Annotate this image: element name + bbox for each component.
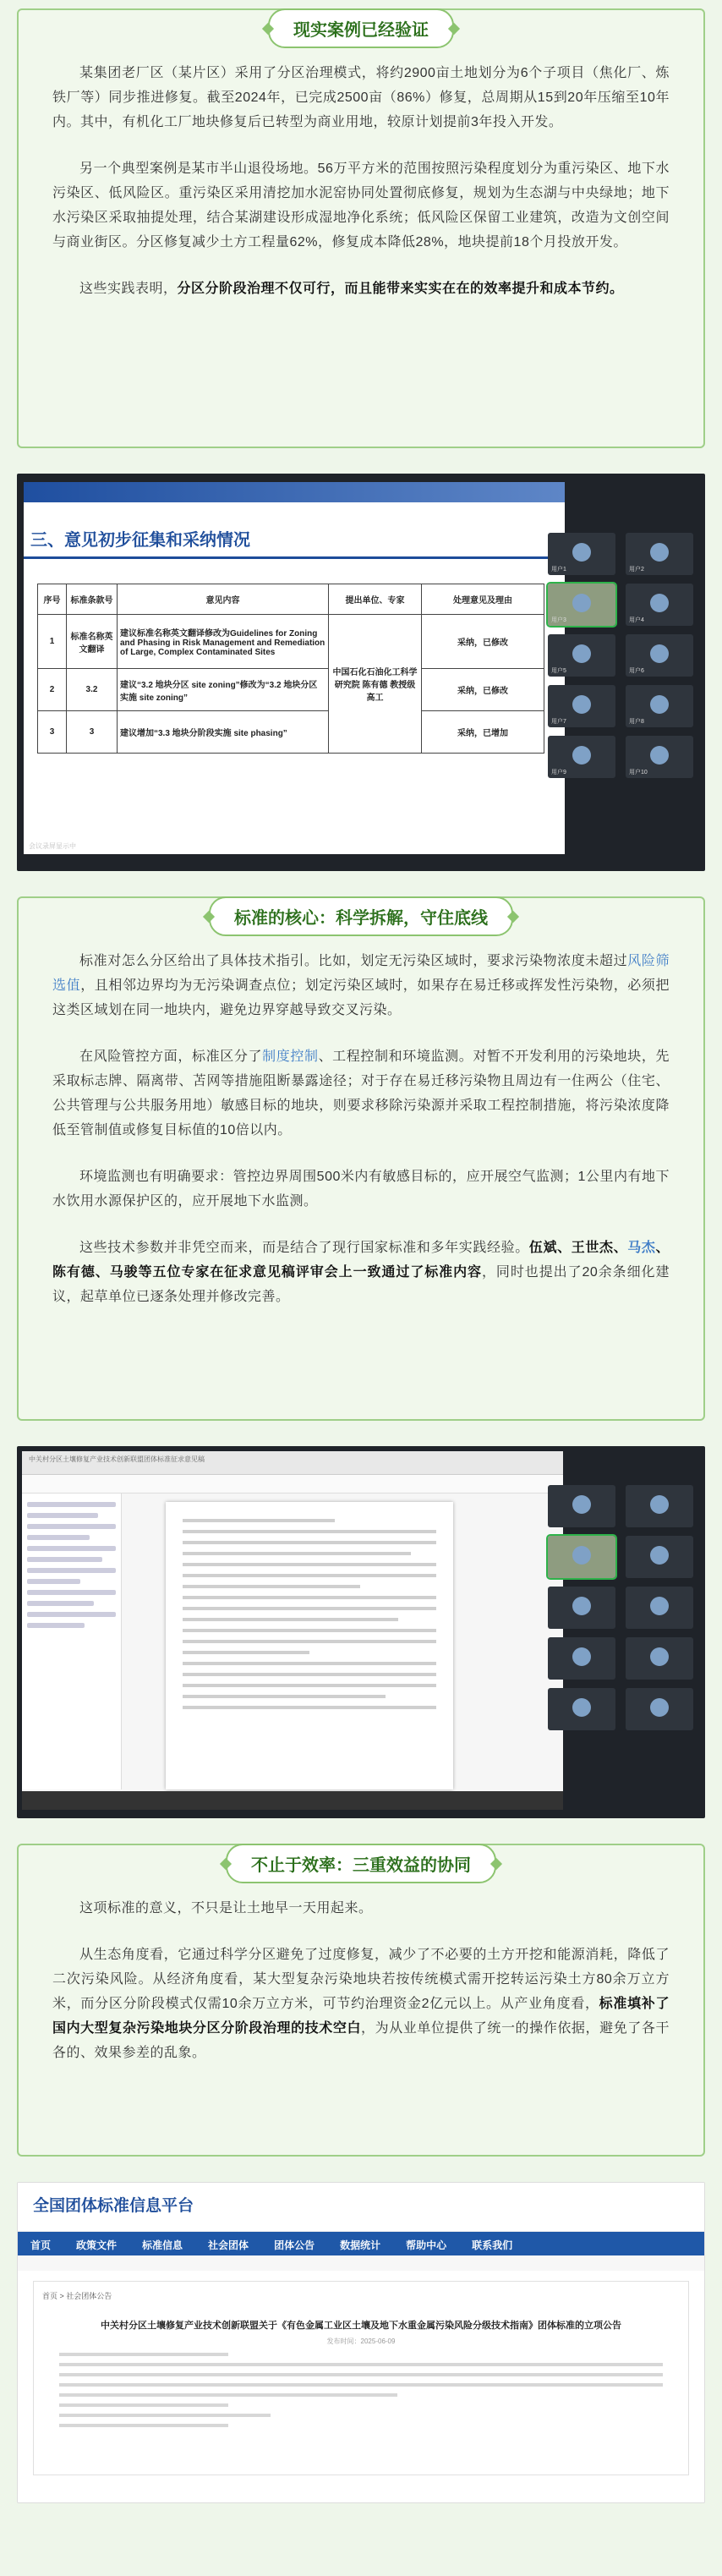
nav-item-groups[interactable]: 社会团体	[208, 2239, 249, 2251]
nav-item-help[interactable]: 帮助中心	[406, 2239, 447, 2251]
avatar	[650, 1698, 669, 1717]
core-paragraph-1: 标准对怎么分区给出了具体技术指引。比如，划定无污染区域时，要求污染物浓度未超过风险筛选值，且相邻边界均为无污染调查点位；划定污染区域时，如果存在易迁移或挥发性污染物，必须把这类区域划在同一地块内，避免边界穿越导致交叉污染。	[52, 954, 670, 1017]
participant-tile-active[interactable]: 用户3	[548, 584, 615, 626]
participant-tile[interactable]	[548, 1637, 615, 1680]
standard-core-section	[17, 896, 705, 1421]
slide-header-bar	[24, 482, 565, 502]
cell: 建议标准名称英文翻译修改为Guidelines for Zoning and Phasing in Risk Management and Remediation of Large, Complex Contaminated Sites	[118, 615, 329, 669]
participant-tile[interactable]: 用户7	[548, 685, 615, 727]
core-paragraph-3: 环境监测也有明确要求：管控边界周围500米内有敏感目标的，应开展空气监测；1公里内有地下水饮用水源保护区的，应开展地下水监测。	[52, 1170, 670, 1209]
nav-item-contact[interactable]: 联系我们	[472, 2239, 513, 2251]
platform-screenshot	[17, 2182, 705, 2503]
cell: 建议增加“3.3 地块分阶段实施 site phasing”	[118, 711, 329, 754]
participant-tile[interactable]: 用户8	[626, 685, 693, 727]
participant-tile[interactable]: 用户4	[626, 584, 693, 626]
avatar	[650, 1647, 669, 1666]
avatar	[572, 644, 591, 663]
participant-tile[interactable]: 用户1	[548, 533, 615, 575]
avatar	[572, 543, 591, 562]
outline-sidebar[interactable]	[22, 1494, 122, 1789]
document-editor	[22, 1451, 563, 1810]
col-header: 处理意见及理由	[422, 584, 544, 615]
benefits-paragraph-1: 这项标准的意义，不只是让土地早一天用起来。	[79, 1901, 373, 1916]
institutional-control-link[interactable]: 制度控制	[262, 1050, 319, 1064]
editor-tab-bar[interactable]: 中关村分区土壤修复产业技术创新联盟团体标准征求意见稿	[22, 1451, 563, 1475]
avatar	[572, 1495, 591, 1514]
notice-title: 中关村分区土壤修复产业技术创新联盟关于《有色金属工业区土壤及地下水重金属污染风险分级技术指南》团体标准的立项公告	[101, 2321, 621, 2331]
cell: 3	[38, 711, 67, 754]
cell: 3	[67, 711, 118, 754]
platform-header	[18, 2183, 704, 2232]
section-title: 现实案例已经验证	[268, 8, 454, 48]
platform-nav	[18, 2232, 704, 2255]
participant-tile[interactable]: 用户10	[626, 736, 693, 778]
core-paragraph-2: 在风险管控方面，标准区分了制度控制、工程控制和环境监测。对暂不开发利用的污染地块，先采取标志牌、隔离带、苫网等措施阻断暴露途径；对于存在易迁移污染物且周边有一住两公（住宅、公共管理与公共服务用地）敏感目标的地块，则要求移除污染源并采取工程控制措施，将污染浓度降低至管制值或修复目标值的10倍以内。	[52, 1050, 670, 1137]
notice-date: 发布时间：2025-06-09	[326, 2338, 396, 2345]
document-review-screenshot	[17, 1446, 705, 1818]
col-header: 标准条款号	[67, 584, 118, 615]
scrolling-notice	[18, 2255, 704, 2271]
table-row	[38, 669, 544, 711]
col-header: 提出单位、专家	[329, 584, 422, 615]
participant-tile[interactable]	[548, 1688, 615, 1730]
participant-tile[interactable]	[626, 1536, 693, 1578]
cell: 3.2	[67, 669, 118, 711]
slide-footer: 会议录屏显示中	[29, 842, 76, 850]
section-title: 标准的核心：科学拆解，守住底线	[209, 896, 513, 936]
table-row	[38, 615, 544, 669]
meeting-screenshot	[17, 474, 705, 871]
notice-article	[33, 2281, 689, 2475]
participant-tile[interactable]	[626, 1688, 693, 1730]
case-conclusion: 分区分阶段治理不仅可行，而且能带来实实在在的效率提升和成本节约。	[177, 282, 624, 296]
participant-tile[interactable]	[626, 1485, 693, 1527]
table-row	[38, 711, 544, 754]
avatar	[572, 1597, 591, 1615]
nav-item-policy[interactable]: 政策文件	[76, 2239, 118, 2251]
cell: 1	[38, 615, 67, 669]
avatar	[650, 1546, 669, 1565]
section-title: 不止于效率：三重效益的协同	[226, 1844, 496, 1883]
nav-item-standards[interactable]: 标准信息	[142, 2239, 183, 2251]
cell: 采纳，已增加	[422, 711, 544, 754]
participant-tile[interactable]	[548, 1587, 615, 1629]
participant-panel	[548, 1451, 700, 1818]
avatar	[650, 1495, 669, 1514]
document-page	[166, 1502, 453, 1789]
slide-title: 三、意见初步征集和采纳情况	[30, 531, 250, 550]
benefits-section	[17, 1844, 705, 2157]
avatar	[650, 1597, 669, 1615]
participant-panel	[548, 482, 700, 854]
participant-tile[interactable]: 用户2	[626, 533, 693, 575]
cell: 中国石化石油化工科学研究院 陈有德 教授级高工	[329, 615, 422, 754]
col-header: 序号	[38, 584, 67, 615]
nav-item-notices[interactable]: 团体公告	[274, 2239, 315, 2251]
slide-divider	[24, 556, 565, 559]
case-section	[17, 8, 705, 448]
benefits-paragraph-2: 从生态角度看，它通过科学分区避免了过度修复，减少了不必要的土方开挖和能源消耗，降低了二次污染风险。从经济角度看，某大型复杂污染地块若按传统模式需开挖转运污染土方80余万立方米，而分区分阶段模式仅需10余万立方米，可节约治理资金2亿元以上。从产业角度看，标准填补了国内大型复杂污染地块分区分阶段治理的技术空白，为从业单位提供了统一的操作依据，避免了各干各的、效果参差的乱象。	[52, 1948, 670, 2060]
participant-tile[interactable]: 用户6	[626, 634, 693, 677]
cell: 标准名称英文翻译	[67, 615, 118, 669]
participant-tile[interactable]: 用户5	[548, 634, 615, 677]
platform-logo[interactable]: 全国团体标准信息平台	[33, 2197, 194, 2215]
case-paragraph-3: 这些实践表明，分区分阶段治理不仅可行，而且能带来实实在在的效率提升和成本节约。	[79, 282, 624, 296]
avatar	[572, 1546, 591, 1565]
nav-item-home[interactable]: 首页	[30, 2239, 52, 2251]
participant-tile-active[interactable]	[548, 1536, 615, 1578]
participant-tile[interactable]: 用户9	[548, 736, 615, 778]
notice-body	[42, 2353, 680, 2427]
participant-tile[interactable]	[626, 1587, 693, 1629]
case-paragraph-2: 另一个典型案例是某市半山退役场地。56万平方米的范围按照污染程度划分为重污染区、地下水污染区、低风险区。重污染区采用清挖加水泥窑协同处置彻底修复，规划为生态湖与中央绿地；地下水污染区采取抽提处理，结合某湖建设形成湿地净化系统；低风险区保留工业建筑，改造为文创空间与商业街区。分区修复减少土方工程量62%，修复成本降低28%，地块提前18个月投放开发。	[52, 162, 670, 249]
avatar	[572, 695, 591, 714]
meeting-control-bar[interactable]	[22, 1791, 563, 1810]
presentation-slide	[24, 482, 565, 854]
avatar	[650, 746, 669, 765]
opinion-table	[37, 584, 544, 754]
avatar	[650, 644, 669, 663]
avatar	[650, 594, 669, 612]
breadcrumb[interactable]: 首页 > 社会团体公告	[42, 2292, 112, 2300]
cell: 2	[38, 669, 67, 711]
risk-screening-link[interactable]: 风险筛选值	[52, 954, 670, 993]
case-paragraph-1: 某集团老厂区（某片区）采用了分区治理模式，将约2900亩土地划分为6个子项目（焦化厂、炼铁厂等）同步推进修复。截至2024年，已完成2500亩（86%）修复，总周期从15到20年压缩至10年内。其中，有机化工厂地块修复后已转型为商业用地，较原计划提前3年投入开发。	[52, 66, 670, 129]
editor-toolbar[interactable]	[22, 1475, 563, 1494]
participant-tile[interactable]	[548, 1485, 615, 1527]
cell: 采纳，已修改	[422, 615, 544, 669]
nav-item-stats[interactable]: 数据统计	[340, 2239, 381, 2251]
participant-tile[interactable]	[626, 1637, 693, 1680]
avatar	[572, 594, 591, 612]
avatar	[650, 543, 669, 562]
avatar	[572, 1698, 591, 1717]
expert-link[interactable]: 马杰	[627, 1241, 656, 1255]
avatar	[572, 746, 591, 765]
cell: 建议“3.2 地块分区 site zoning”修改为“3.2 地块分区实施 site zoning”	[118, 669, 329, 711]
col-header: 意见内容	[118, 584, 329, 615]
core-paragraph-4: 这些技术参数并非凭空而来，而是结合了现行国家标准和多年实践经验。伍斌、王世杰、马杰、陈有德、马骏等五位专家在征求意见稿评审会上一致通过了标准内容，同时也提出了20余条细化建议，起草单位已逐条处理并修改完善。	[52, 1241, 670, 1304]
avatar	[572, 1647, 591, 1666]
cell: 采纳，已修改	[422, 669, 544, 711]
avatar	[650, 695, 669, 714]
